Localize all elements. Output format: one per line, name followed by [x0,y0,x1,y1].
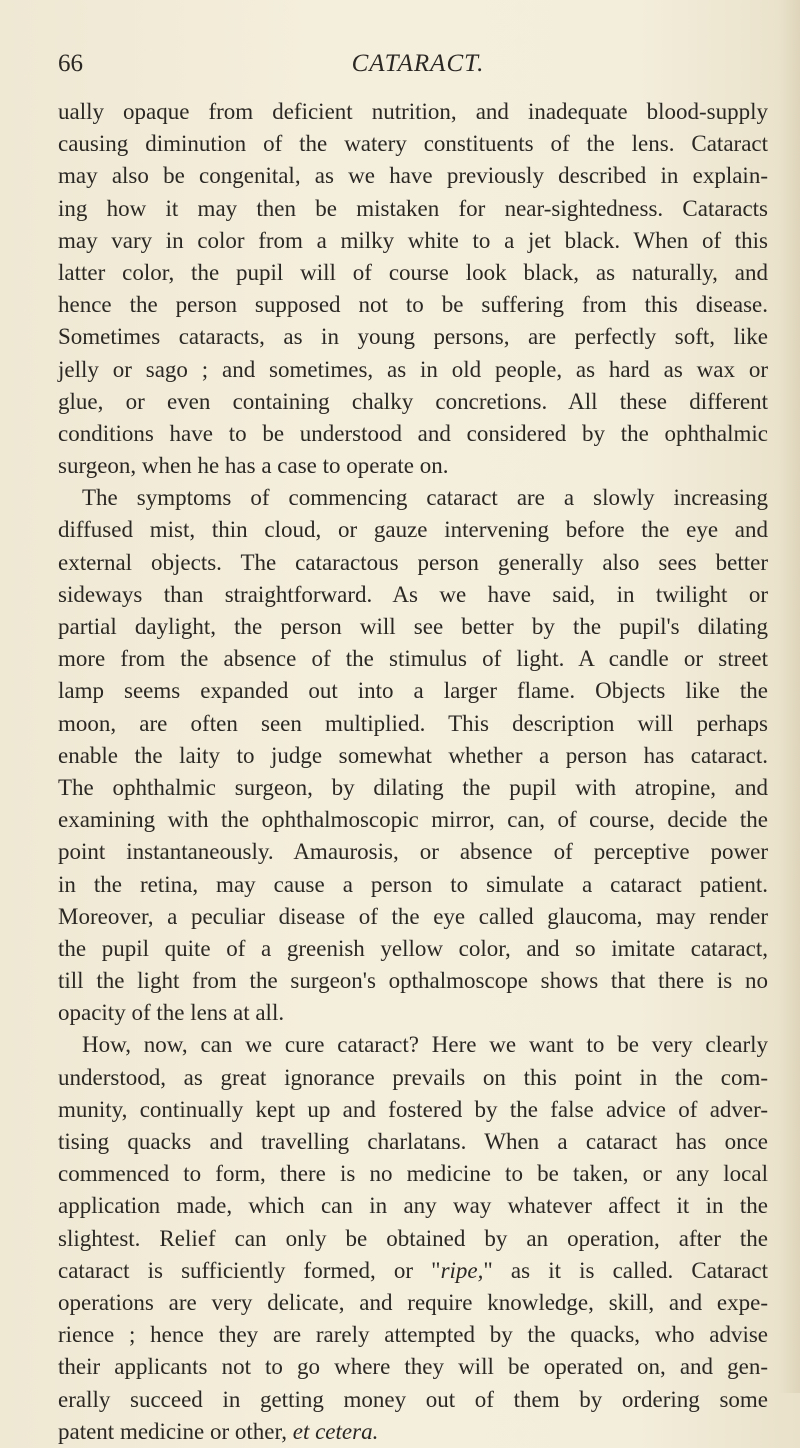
text-line: The symptoms of commencing cataract are a slowly increasing [82,485,768,511]
text-line: Moreover, a peculiar disease of the eye called glaucoma, may render [58,903,768,929]
running-title: CATARACT. [351,50,485,77]
text-line: more from the absence of the stimulus of light. A candle or street [58,646,768,672]
text-line: point instantaneously. Amaurosis, or absence of perceptive power [58,839,768,865]
text-line: examining with the ophthalmoscopic mirror, can, of course, decide the [58,807,768,833]
text-line: How, now, can we cure cataract? Here we want to be very clearly [82,1032,768,1058]
text-line: moon, are often seen multiplied. This description will perhaps [58,710,768,736]
body-text [58,96,768,1448]
text-line: operations are very delicate, and require knowledge, skill, and expe- [58,1289,768,1315]
italic-word: ripe, [440,1257,484,1283]
text-line: jelly or sago ; and sometimes, as in old people, as hard as wax or [58,356,768,382]
text-line: rience ; hence they are rarely attempted by the quacks, who advise [58,1322,768,1348]
text-line: glue, or even containing chalky concretions. All these different [58,388,768,414]
text-line: erally succeed in getting money out of them by ordering some [58,1386,768,1412]
text-line: sideways than straightforward. As we have said, in twilight or [58,581,768,607]
page-number: 66 [58,50,83,77]
text-segment: " as it is called. Cataract [483,1257,768,1283]
text-line: ually opaque from deficient nutrition, and inadequate blood-supply [58,99,768,124]
text-line: in the retina, may cause a person to simulate a cataract patient. [58,871,768,897]
text-line: The ophthalmic surgeon, by dilating the pupil with atropine, and [58,774,768,800]
text-line: tising quacks and travelling charlatans. When a cataract has once [58,1129,768,1154]
text-line: Sometimes cataracts, as in young persons, are perfectly soft, like [58,324,768,350]
text-line: application made, which can in any way whatever affect it in the [58,1193,768,1219]
text-line-with-italic [58,1416,768,1448]
text-line: opacity of the lens at all. [58,1000,285,1026]
text-line: partial daylight, the person will see better by the pupil's dilating [58,614,768,639]
page-edge-shadow [778,0,800,1393]
text-line: causing diminution of the watery constituents of the lens. Cataract [58,131,768,157]
text-line: surgeon, when he has a case to operate on. [58,453,449,479]
text-line: their applicants not to go where they will be operated on, and gen- [58,1354,768,1380]
text-line: latter color, the pupil will of course look black, as naturally, and [58,259,768,285]
text-line: may also be congenital, as we have previously described in explain- [58,163,768,189]
text-line: till the light from the surgeon's opthalmoscope shows that there is no [58,968,768,994]
text-line: slightest. Relief can only be obtained by an operation, after the [58,1225,768,1251]
text-line: enable the laity to judge somewhat whether a person has cataract. [58,742,768,768]
text-segment: patent medicine or other, [58,1418,293,1444]
text-line: the pupil quite of a greenish yellow color, and so imitate cataract, [58,935,768,961]
text-line: conditions have to be understood and considered by the ophthalmic [58,420,768,446]
running-head [58,50,778,80]
text-line: munity, continually kept up and fostered by the false advice of adver- [58,1096,768,1122]
italic-phrase: et cetera. [292,1418,379,1444]
text-line: ing how it may then be mistaken for near-sightedness. Cataracts [58,195,768,221]
text-line: lamp seems expanded out into a larger flame. Objects like the [58,678,768,704]
text-line: may vary in color from a milky white to a jet black. When of this [58,227,768,253]
text-segment: cataract is sufficiently formed, or " [58,1257,441,1283]
text-line: hence the person supposed not to be suffering from this disease. [58,292,768,318]
text-line: commenced to form, there is no medicine to be taken, or any local [58,1161,768,1187]
text-line: external objects. The cataractous person generally also sees better [58,549,768,575]
text-line: diffused mist, thin cloud, or gauze intervening before the eye and [58,517,768,543]
text-line: understood, as great ignorance prevails on this point in the com- [58,1064,768,1090]
text-line-with-italic [58,1255,768,1287]
